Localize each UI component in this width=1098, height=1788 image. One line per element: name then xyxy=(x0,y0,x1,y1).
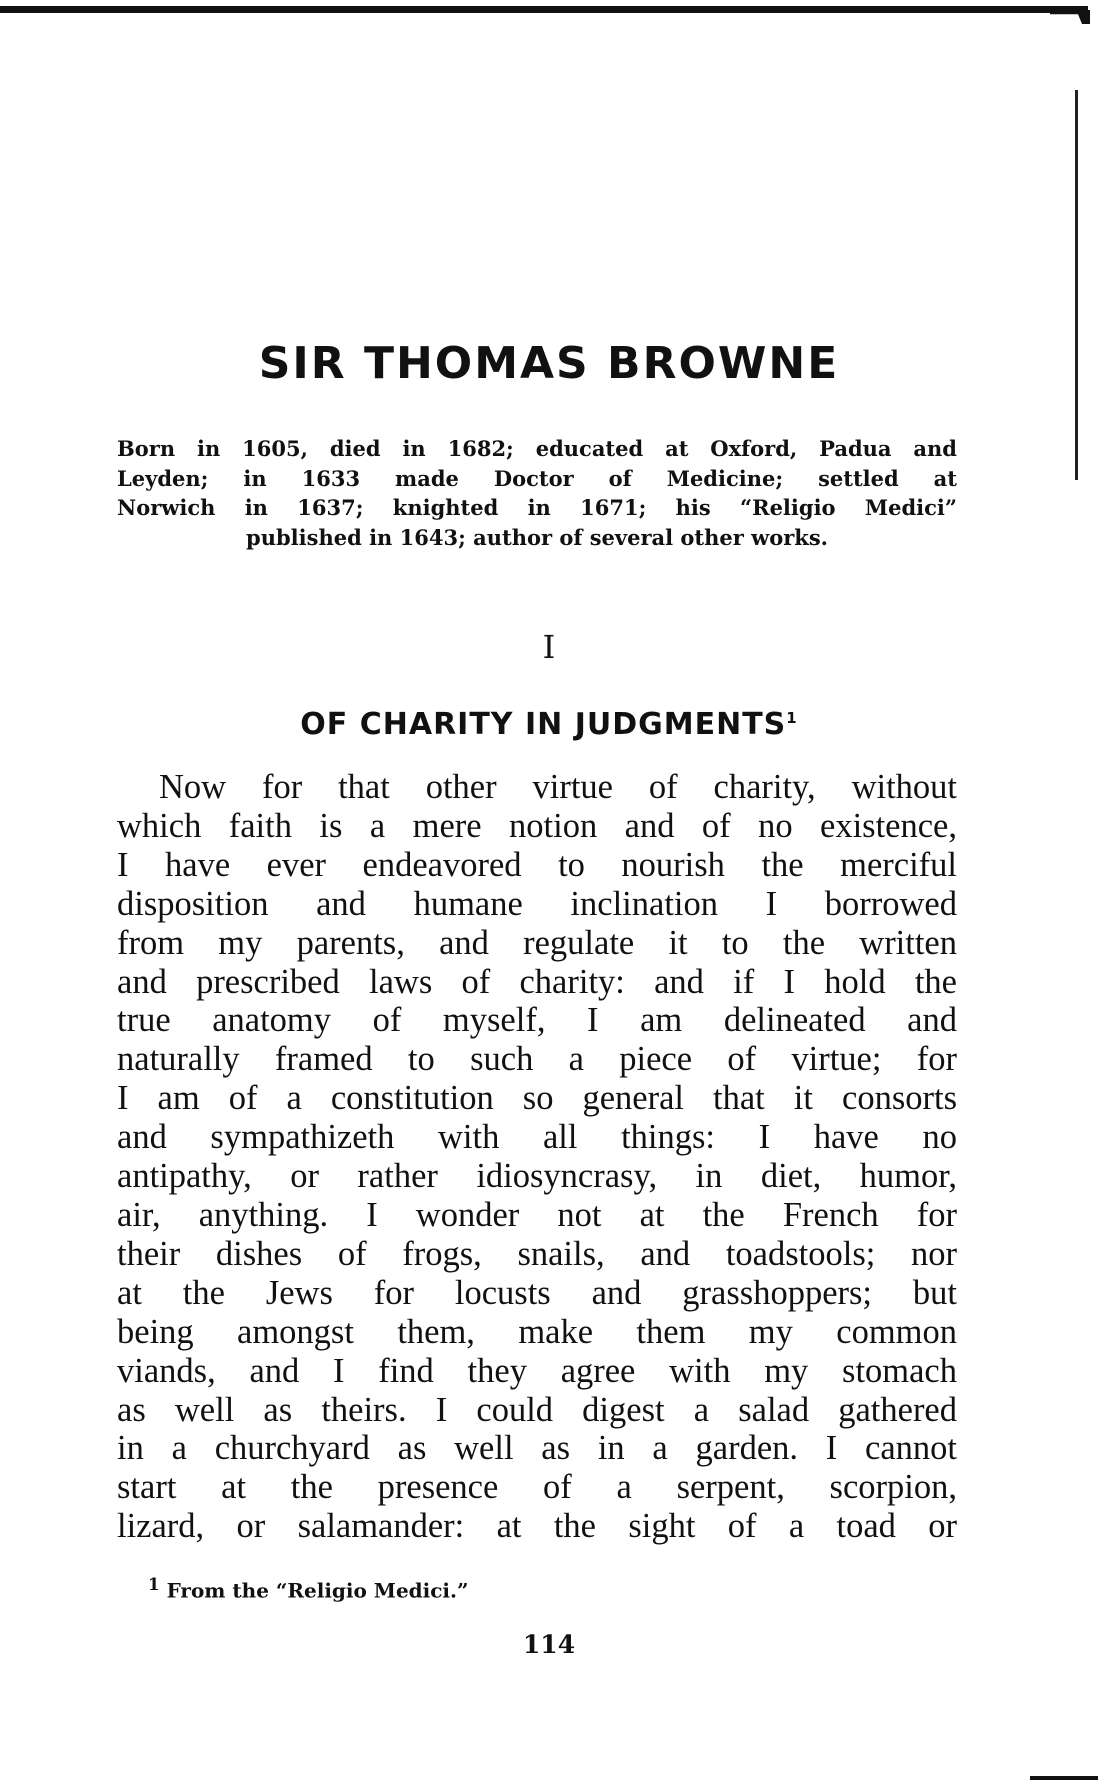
body-line: being amongst them, make them my common xyxy=(117,1312,957,1351)
body-line: which faith is a mere notion and of no existence, xyxy=(117,806,957,845)
footnote xyxy=(148,1574,469,1603)
body-line: viands, and I find they agree with my stomach xyxy=(117,1351,957,1390)
body-line: lizard, or salamander: at the sight of a toad or xyxy=(117,1507,957,1546)
body-text xyxy=(117,768,957,1546)
body-line: Now for that other virtue of charity, without xyxy=(159,768,957,806)
page-edge-bottom-rule xyxy=(1030,1776,1098,1780)
footnote-mark: 1 xyxy=(148,1574,160,1594)
body-line: air, anything. I wonder not at the French for xyxy=(117,1195,957,1234)
body-line: I have ever endeavored to nourish the merciful xyxy=(117,845,957,884)
body-line: true anatomy of myself, I am delineated and xyxy=(117,1001,957,1040)
bio-line: Leyden; in 1633 made Doctor of Medicine; settled at xyxy=(117,465,957,491)
body-line: disposition and humane inclination I borrowed xyxy=(117,884,957,923)
body-line: from my parents, and regulate it to the written xyxy=(117,923,957,962)
body-line: naturally framed to such a piece of virtue; for xyxy=(117,1040,957,1079)
body-line: I am of a constitution so general that it consorts xyxy=(117,1079,957,1118)
author-bio xyxy=(117,434,957,552)
body-line: their dishes of frogs, snails, and toadstools; nor xyxy=(117,1234,957,1273)
section-heading xyxy=(0,707,1098,742)
bio-line: Born in 1605, died in 1682; educated at Oxford, Padua and xyxy=(117,436,957,461)
section-title: OF CHARITY IN JUDGMENTS xyxy=(300,707,787,742)
page-edge-top-rule xyxy=(0,6,1088,13)
body-line: in a churchyard as well as in a garden. I cannot xyxy=(117,1429,957,1468)
body-line: and sympathizeth with all things: I have no xyxy=(117,1118,957,1157)
page-edge-right-rule xyxy=(1075,90,1078,480)
body-line: as well as theirs. I could digest a salad gathered xyxy=(117,1390,957,1429)
page-edge-corner xyxy=(1050,10,1090,24)
body-line: at the Jews for locusts and grasshoppers; but xyxy=(117,1273,957,1312)
page-number: 114 xyxy=(522,1630,576,1659)
bio-line: published in 1643; author of several other works. xyxy=(246,524,828,550)
body-line: antipathy, or rather idiosyncrasy, in diet, humor, xyxy=(117,1157,957,1196)
body-line: start at the presence of a serpent, scorpion, xyxy=(117,1468,957,1507)
footnote-text: From the “Religio Medici.” xyxy=(166,1578,469,1603)
body-line: and prescribed laws of charity: and if I hold the xyxy=(117,962,957,1001)
bio-line: Norwich in 1637; knighted in 1671; his “Religio Medici” xyxy=(117,495,957,520)
footnote-ref: 1 xyxy=(786,709,798,727)
author-title: SIR THOMAS BROWNE xyxy=(258,338,840,389)
section-number: I xyxy=(542,628,556,666)
